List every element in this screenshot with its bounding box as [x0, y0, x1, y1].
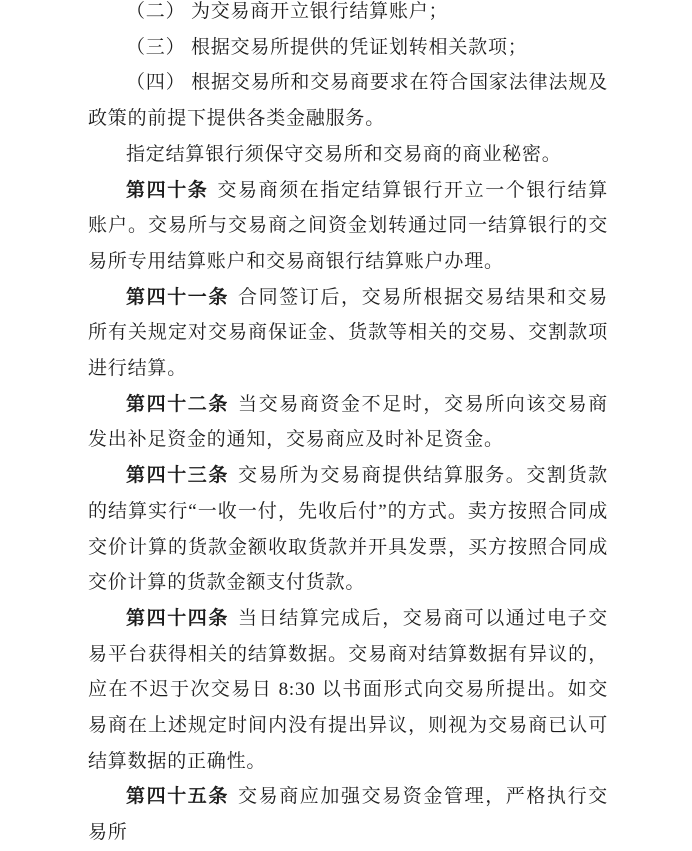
paragraph-text: 合同签订后，交易所根据交易结果和交易所有关规定对交易商保证金、货款等相关的交易、交割款项进行结算。 — [88, 286, 608, 380]
article-number: 第四十三条 — [126, 465, 229, 487]
article-45 — [88, 779, 608, 850]
paragraph-text: （三） 根据交易所提供的凭证划转相关款项； — [126, 36, 528, 58]
paragraph-text: 交易商须在指定结算银行开立一个银行结算账户。交易所与交易商之间资金划转通过同一结算银行的交易所专用结算账户和交易商银行结算账户办理。 — [88, 179, 609, 272]
paragraph-text: 当交易商资金不足时，交易所向该交易商发出补足资金的通知，交易商应及时补足资金。 — [88, 393, 608, 451]
article-number: 第四十一条 — [126, 286, 229, 308]
document-text — [88, 0, 608, 851]
clause-item-2 — [88, 0, 608, 30]
article-41 — [88, 280, 608, 387]
article-number: 第四十四条 — [126, 607, 229, 629]
article-42 — [88, 387, 608, 458]
article-44 — [88, 601, 608, 780]
paragraph-text: 指定结算银行须保守交易所和交易商的商业秘密。 — [126, 143, 562, 165]
article-40 — [88, 173, 608, 280]
paragraph-text: 交易所为交易商提供结算服务。交割货款的结算实行“一收一付，先收后付”的方式。卖方按照合同成交价计算的货款金额收取货款并开具发票，买方按照合同成交价计算的货款金额支付货款。 — [88, 465, 608, 594]
article-number: 第四十条 — [126, 179, 209, 201]
paragraph-text: （四） 根据交易所和交易商要求在符合国家法律法规及政策的前提下提供各类金融服务。 — [88, 72, 608, 130]
secrecy-paragraph — [88, 137, 608, 173]
article-number: 第四十二条 — [126, 393, 229, 415]
clause-item-3 — [88, 30, 608, 66]
paragraph-text: （二） 为交易商开立银行结算账户； — [126, 1, 449, 22]
paragraph-text: 交易商应加强交易资金管理，严格执行交易所 — [88, 786, 608, 844]
paragraph-text: 当日结算完成后，交易商可以通过电子交易平台获得相关的结算数据。交易商对结算数据有异议的，应在不迟于次交易日 8:30 以书面形式向交易所提出。如交易商在上述规定时间内没有提出异议，则视为交易商已认可结算数据的正确性。 — [88, 607, 608, 772]
article-43 — [88, 458, 608, 601]
article-number: 第四十五条 — [126, 786, 229, 808]
clause-item-4 — [88, 65, 608, 136]
